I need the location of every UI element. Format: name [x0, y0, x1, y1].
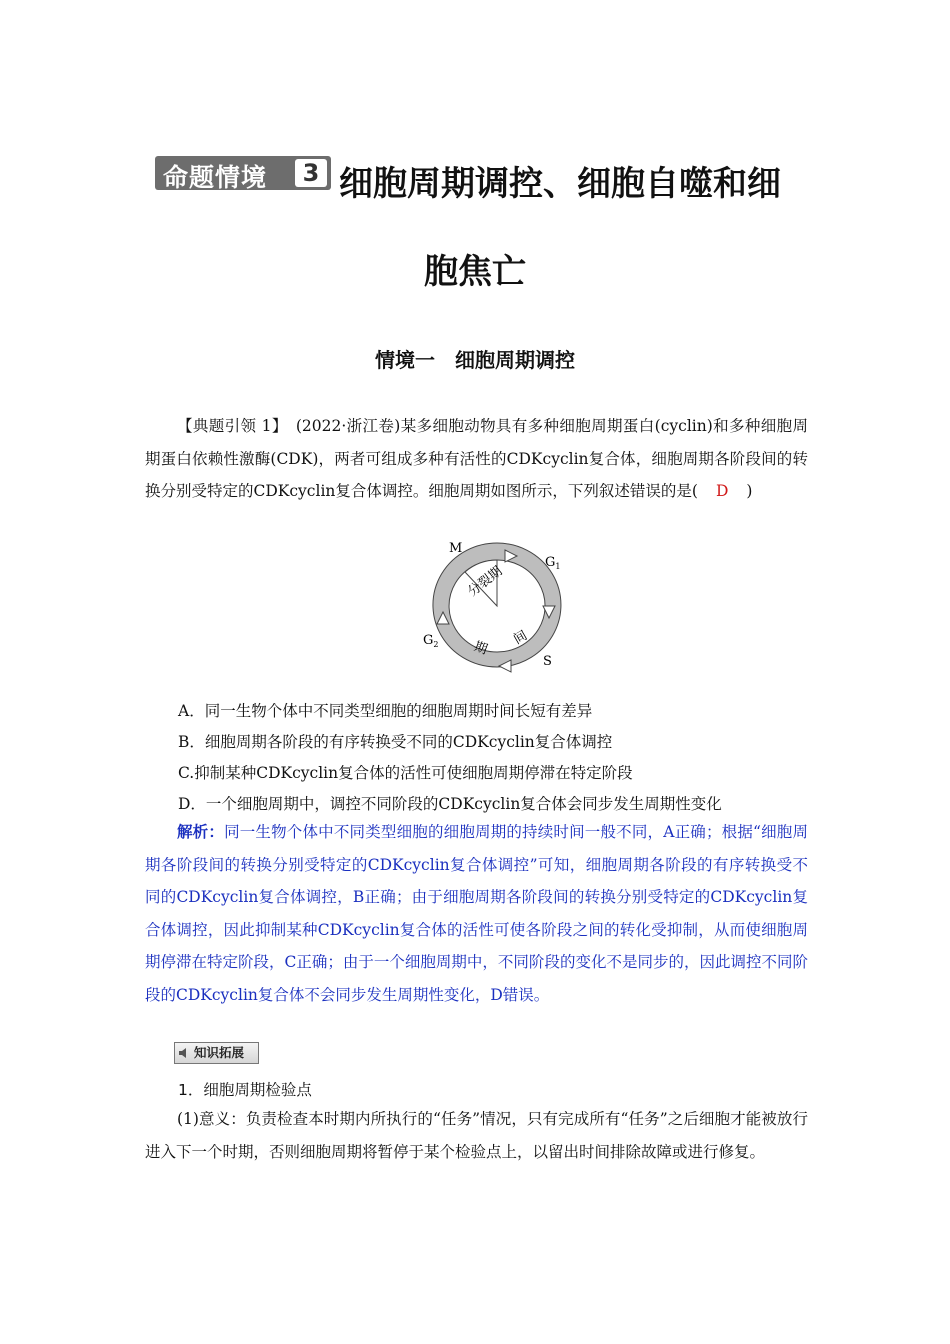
question-stem — [145, 410, 808, 508]
knowledge-tag — [174, 1042, 259, 1064]
division-label: 分裂期 — [465, 563, 506, 600]
knowledge-item1-text: (1)意义：负责检查本时期内所执行的“任务”情况，只有完成所有“任务”之后细胞才能被放行进入下一个时期，否则细胞周期将暂停于某个检验点上，以留出时间排除故障或进行修复。 — [145, 1110, 808, 1161]
option-c: C.抑制某种CDKcyclin复合体的活性可使细胞周期停滞在特定阶段 — [178, 764, 633, 782]
question-answer: D — [715, 482, 729, 501]
label-s: S — [543, 654, 552, 669]
interphase-char2: 间 — [511, 628, 531, 648]
chapter-title-line2: 胞焦亡 — [424, 252, 526, 292]
speaker-icon — [178, 1047, 190, 1059]
question-text: (2022·浙江卷)某多细胞动物具有多种细胞周期蛋白(cyclin)和多种细胞周期蛋白依赖性激酶(CDK)，两者可组成多种有活性的CDKcyclin复合体，细胞周期各阶段间的转换分别受特定的CDKcyclin复合体调控。细胞周期如图所示，下列叙述错误的是( — [145, 417, 808, 501]
knowledge-tag-label: 知识拓展 — [194, 1045, 245, 1060]
question-label: 【典题引领 1】 — [177, 417, 281, 435]
analysis-label: 解析： — [177, 822, 225, 841]
interphase-char1: 期 — [471, 639, 490, 658]
option-d: D．一个细胞周期中，调控不同阶段的CDKcyclin复合体会同步发生周期性变化 — [178, 795, 722, 813]
option-b: B．细胞周期各阶段的有序转换受不同的CDKcyclin复合体调控 — [178, 733, 613, 751]
question-closing: ) — [746, 482, 753, 501]
analysis — [145, 816, 808, 1012]
analysis-text: 同一生物个体中不同类型细胞的细胞周期的持续时间一般不同，A正确；根据“细胞周期各阶段间的转换分别受特定的CDKcyclin复合体调控”可知，细胞周期各阶段的有序转换受不同的CDKcyclin复合体调控，B正确；由于细胞周期各阶段间的转换分别受特定的CDKcyclin复合体调控，因此抑制某种CDKcyclin复合体的活性可使各阶段之间的转化受抑制，从而使细胞周期停滞在特定阶段，C正确；由于一个细胞周期中，不同阶段的变化不是同步的，因此调控不同阶段的CDKcyclin复合体不会同步发生周期性变化，D错误。 — [145, 823, 808, 1004]
chapter-badge — [155, 156, 331, 190]
section-title: 情境一 细胞周期调控 — [375, 348, 575, 372]
option-a: A．同一生物个体中不同类型细胞的细胞周期时间长短有差异 — [178, 702, 593, 720]
cell-cycle-diagram — [415, 536, 575, 676]
chapter-header — [155, 150, 835, 204]
chapter-title-line1: 细胞周期调控、细胞自噬和细 — [339, 164, 781, 204]
knowledge-item1-title: 1．细胞周期检验点 — [178, 1081, 312, 1099]
badge-number: 3 — [295, 159, 327, 187]
label-m: M — [449, 541, 463, 556]
badge-label: 命题情境 — [163, 163, 268, 192]
label-g2: $G_2$ — [423, 633, 439, 649]
label-g1: $G_1$ — [545, 555, 561, 571]
